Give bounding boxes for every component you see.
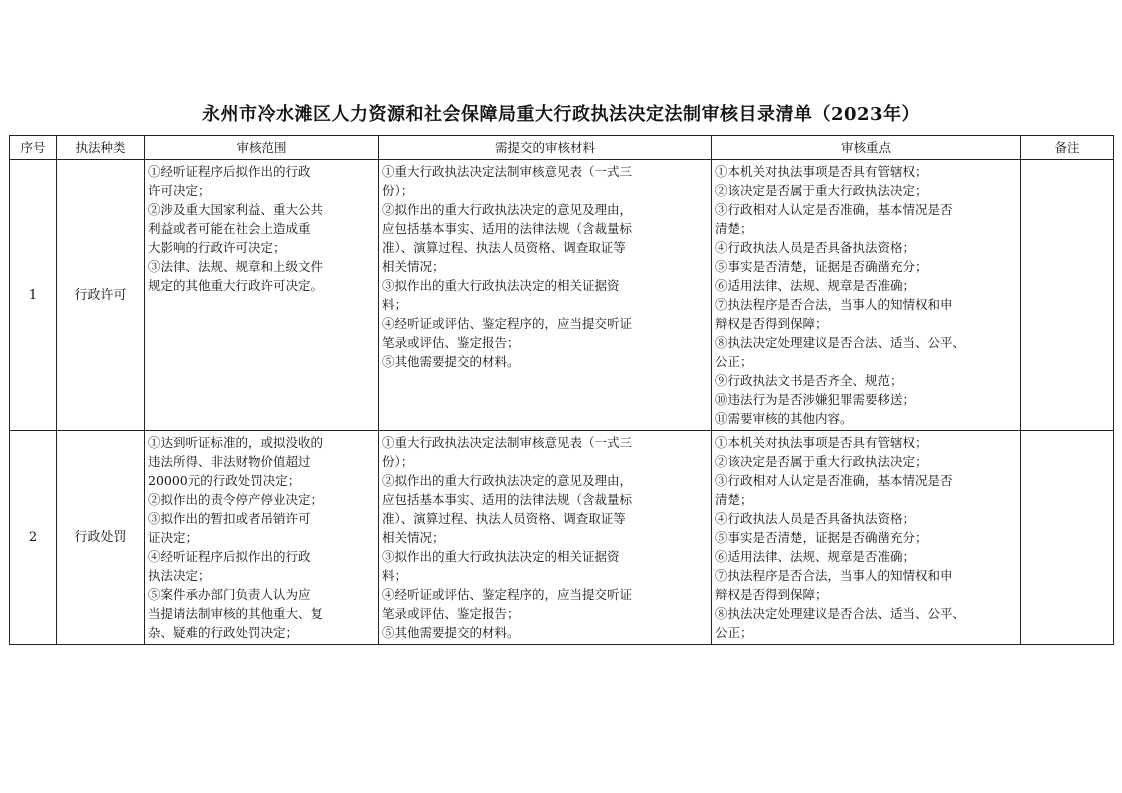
points-line: ⑨行政执法文书是否齐全、规范； bbox=[715, 373, 903, 388]
row-remarks bbox=[1021, 431, 1114, 645]
table-row bbox=[10, 160, 1114, 431]
scope-line: ②涉及重大国家利益、重大公共 bbox=[148, 202, 324, 217]
scope-line: 规定的其他重大行政许可决定。 bbox=[148, 278, 324, 293]
row-seq: 1 bbox=[10, 160, 57, 431]
scope-line: ①经听证程序后拟作出的行政 bbox=[148, 164, 311, 179]
points-line: 辩权是否得到保障； bbox=[715, 587, 828, 602]
points-line: ⑤事实是否清楚，证据是否确凿充分； bbox=[715, 259, 928, 274]
materials-line: ③拟作出的重大行政执法决定的相关证据资 bbox=[382, 549, 620, 564]
points-line: ③行政相对人认定是否准确，基本情况是否 bbox=[715, 473, 953, 488]
materials-line: 应包括基本事实、适用的法律法规（含裁量标 bbox=[382, 492, 633, 507]
points-line: ③行政相对人认定是否准确，基本情况是否 bbox=[715, 202, 953, 217]
materials-line: 料； bbox=[382, 568, 408, 583]
points-line: ②该决定是否属于重大行政执法决定； bbox=[715, 183, 928, 198]
scope-line: 执法决定； bbox=[148, 568, 211, 583]
header-seq: 序号 bbox=[10, 136, 57, 160]
scope-line: ⑤案件承办部门负责人认为应 bbox=[148, 587, 311, 602]
scope-line: 利益或者可能在社会上造成重 bbox=[148, 221, 311, 236]
materials-line: ④经听证或评估、鉴定程序的，应当提交听证 bbox=[382, 316, 633, 331]
scope-line: 杂、疑难的行政处罚决定； bbox=[148, 625, 299, 640]
materials-line: ②拟作出的重大行政执法决定的意见及理由， bbox=[382, 473, 633, 488]
scope-line: ③拟作出的暂扣或者吊销许可 bbox=[148, 511, 311, 526]
materials-line: 应包括基本事实、适用的法律法规（含裁量标 bbox=[382, 221, 633, 236]
page-title: 永州市冷水滩区人力资源和社会保障局重大行政执法决定法制审核目录清单（2023年） bbox=[201, 104, 921, 125]
header-type: 执法种类 bbox=[57, 136, 145, 160]
materials-line: ③拟作出的重大行政执法决定的相关证据资 bbox=[382, 278, 620, 293]
materials-line: 笔录或评估、鉴定报告； bbox=[382, 335, 520, 350]
materials-line: 份）； bbox=[382, 183, 414, 198]
points-line: ①本机关对执法事项是否具有管辖权； bbox=[715, 435, 928, 450]
points-line: ⑤事实是否清楚，证据是否确凿充分； bbox=[715, 530, 928, 545]
row-type: 行政处罚 bbox=[57, 431, 145, 645]
materials-line: 准）、演算过程、执法人员资格、调查取证等 bbox=[382, 240, 626, 255]
points-line: 清楚； bbox=[715, 221, 753, 236]
materials-line: ⑤其他需要提交的材料。 bbox=[382, 625, 520, 640]
table-row bbox=[10, 431, 1114, 645]
row-seq: 2 bbox=[10, 431, 57, 645]
points-line: ②该决定是否属于重大行政执法决定； bbox=[715, 454, 928, 469]
points-line: ⑧执法决定处理建议是否合法、适当、公平、 bbox=[715, 606, 966, 621]
row-materials bbox=[379, 431, 712, 645]
header-materials: 需提交的审核材料 bbox=[379, 136, 712, 160]
points-line: ④行政执法人员是否具备执法资格； bbox=[715, 240, 916, 255]
points-line: ⑪需要审核的其他内容。 bbox=[715, 411, 853, 426]
materials-line: 份）； bbox=[382, 454, 414, 469]
scope-line: 证决定； bbox=[148, 530, 199, 545]
points-line: ⑧执法决定处理建议是否合法、适当、公平、 bbox=[715, 335, 966, 350]
points-line: ⑥适用法律、法规、规章是否准确； bbox=[715, 549, 916, 564]
points-line: ⑥适用法律、法规、规章是否准确； bbox=[715, 278, 916, 293]
points-line: ⑦执法程序是否合法，当事人的知情权和申 bbox=[715, 297, 953, 312]
materials-line: ①重大行政执法决定法制审核意见表（一式三 bbox=[382, 435, 633, 450]
scope-line: ②拟作出的责令停产停业决定； bbox=[148, 492, 324, 507]
row-points bbox=[712, 431, 1021, 645]
scope-line: ④经听证程序后拟作出的行政 bbox=[148, 549, 311, 564]
points-line: ⑦执法程序是否合法，当事人的知情权和申 bbox=[715, 568, 953, 583]
points-line: ④行政执法人员是否具备执法资格； bbox=[715, 511, 916, 526]
scope-line: 大影响的行政许可决定； bbox=[148, 240, 286, 255]
scope-line: 违法所得、非法财物价值超过 bbox=[148, 454, 311, 469]
materials-line: 相关情况； bbox=[382, 530, 445, 545]
review-catalog-table bbox=[9, 135, 1114, 645]
materials-line: ①重大行政执法决定法制审核意见表（一式三 bbox=[382, 164, 633, 179]
materials-line: 料； bbox=[382, 297, 408, 312]
points-line: 辩权是否得到保障； bbox=[715, 316, 828, 331]
materials-line: ⑤其他需要提交的材料。 bbox=[382, 354, 520, 369]
row-materials bbox=[379, 160, 712, 431]
materials-line: 笔录或评估、鉴定报告； bbox=[382, 606, 520, 621]
row-scope bbox=[145, 431, 379, 645]
scope-line: 20000元的行政处罚决定； bbox=[148, 473, 301, 488]
row-points bbox=[712, 160, 1021, 431]
header-scope: 审核范围 bbox=[145, 136, 379, 160]
points-line: ⑩违法行为是否涉嫌犯罪需要移送； bbox=[715, 392, 916, 407]
header-points: 审核重点 bbox=[712, 136, 1021, 160]
materials-line: ②拟作出的重大行政执法决定的意见及理由， bbox=[382, 202, 633, 217]
scope-line: 许可决定； bbox=[148, 183, 211, 198]
points-line: 公正； bbox=[715, 625, 753, 640]
table-header-row bbox=[10, 136, 1114, 160]
points-line: 清楚； bbox=[715, 492, 753, 507]
materials-line: 准）、演算过程、执法人员资格、调查取证等 bbox=[382, 511, 626, 526]
scope-line: ③法律、法规、规章和上级文件 bbox=[148, 259, 324, 274]
points-line: ①本机关对执法事项是否具有管辖权； bbox=[715, 164, 928, 179]
row-type: 行政许可 bbox=[57, 160, 145, 431]
points-line: 公正； bbox=[715, 354, 753, 369]
materials-line: 相关情况； bbox=[382, 259, 445, 274]
header-remarks: 备注 bbox=[1021, 136, 1114, 160]
row-scope bbox=[145, 160, 379, 431]
row-remarks bbox=[1021, 160, 1114, 431]
materials-line: ④经听证或评估、鉴定程序的，应当提交听证 bbox=[382, 587, 633, 602]
scope-line: ①达到听证标准的，或拟没收的 bbox=[148, 435, 324, 450]
scope-line: 当提请法制审核的其他重大、复 bbox=[148, 606, 324, 621]
